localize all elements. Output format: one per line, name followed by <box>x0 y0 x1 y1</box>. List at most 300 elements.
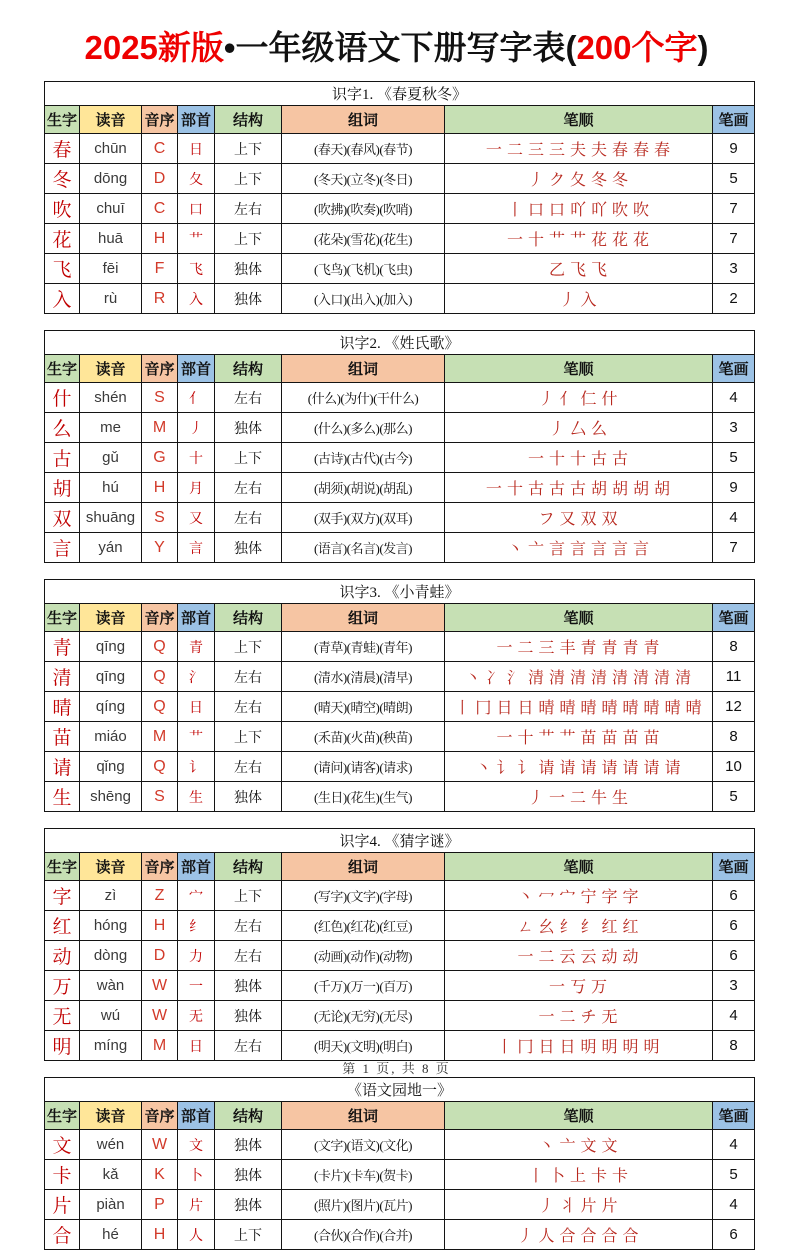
cell-stroke-order <box>445 254 713 284</box>
stroke-step: 清 <box>612 670 629 687</box>
cell-initial-letter: W <box>142 1001 178 1031</box>
table-row <box>45 1190 755 1220</box>
cell-word-groups: (清水)(清晨)(清早) <box>282 662 445 692</box>
cell-word-groups: (禾苗)(火苗)(秧苗) <box>282 722 445 752</box>
cell-word-groups: (无论)(无穷)(无尽) <box>282 1001 445 1031</box>
stroke-step: 冖 <box>538 889 555 906</box>
stroke-step: フ <box>538 511 555 528</box>
cell-pinyin: shuāng <box>80 503 142 533</box>
cell-stroke-order <box>445 1001 713 1031</box>
cell-pinyin: fēi <box>80 254 142 284</box>
stroke-step: 二 <box>506 142 523 159</box>
cell-radical: 日 <box>178 692 215 722</box>
cell-structure: 左右 <box>215 692 282 722</box>
stroke-step: 云 <box>559 949 576 966</box>
column-header-1: 生字 <box>45 355 80 383</box>
section-title: 识字2. 《姓氏歌》 <box>45 331 755 355</box>
stroke-step: 吖 <box>569 202 586 219</box>
column-header-6: 组词 <box>282 1102 445 1130</box>
stroke-step: ク <box>548 172 565 189</box>
cell-initial-letter: F <box>142 254 178 284</box>
cell-radical: 无 <box>178 1001 215 1031</box>
cell-word-groups: (明天)(文明)(明白) <box>282 1031 445 1061</box>
cell-word-groups: (冬天)(立冬)(冬日) <box>282 164 445 194</box>
cell-radical: 月 <box>178 473 215 503</box>
cell-pinyin: wú <box>80 1001 142 1031</box>
stroke-step: 春 <box>654 142 671 159</box>
table-row <box>45 164 755 194</box>
column-header-6: 组词 <box>282 355 445 383</box>
cell-pinyin: miáo <box>80 722 142 752</box>
cell-structure: 上下 <box>215 881 282 911</box>
page-title <box>0 0 793 69</box>
cell-radical: 讠 <box>178 752 215 782</box>
cell-structure: 左右 <box>215 194 282 224</box>
cell-radical: 一 <box>178 971 215 1001</box>
stroke-step: 仁 <box>580 391 597 408</box>
stroke-step: 亠 <box>559 1138 576 1155</box>
cell-stroke-order <box>445 1031 713 1061</box>
stroke-step: 丶 <box>475 760 492 777</box>
section-table <box>44 1077 755 1250</box>
cell-structure: 上下 <box>215 632 282 662</box>
stroke-step: 清 <box>675 670 692 687</box>
cell-pinyin: hú <box>80 473 142 503</box>
section-title: 识字4. 《猜字谜》 <box>45 829 755 853</box>
stroke-step: 又 <box>559 511 576 528</box>
column-header-6: 组词 <box>282 853 445 881</box>
stroke-step: 讠 <box>496 760 513 777</box>
stroke-step: 一 <box>517 949 534 966</box>
table-row <box>45 194 755 224</box>
title-segment-red-1: 2025新版 <box>84 29 224 66</box>
stroke-step: 亠 <box>527 541 544 558</box>
cell-word-groups: (晴天)(晴空)(晴朗) <box>282 692 445 722</box>
cell-word-groups: (合伙)(合作)(合并) <box>282 1220 445 1250</box>
cell-word-groups: (写字)(文字)(字母) <box>282 881 445 911</box>
column-header-5: 结构 <box>215 853 282 881</box>
table-row <box>45 911 755 941</box>
column-header-7: 笔顺 <box>445 604 713 632</box>
stroke-step: 丿 <box>548 421 565 438</box>
stroke-step: 文 <box>580 1138 597 1155</box>
cell-character: 入 <box>45 284 80 314</box>
cell-pinyin: wén <box>80 1130 142 1160</box>
stroke-step: 清 <box>591 670 608 687</box>
cell-structure: 左右 <box>215 941 282 971</box>
cell-structure: 上下 <box>215 224 282 254</box>
stroke-step: 丨 <box>454 700 471 717</box>
section-title: 识字3. 《小青蛙》 <box>45 580 755 604</box>
stroke-step: 晴 <box>538 700 555 717</box>
page-footer: 第 1 页, 共 8 页 <box>342 1061 451 1076</box>
table-row <box>45 413 755 443</box>
stroke-step: 纟 <box>559 919 576 936</box>
column-header-4: 部首 <box>178 355 215 383</box>
cell-stroke-order <box>445 881 713 911</box>
stroke-step: 明 <box>643 1039 660 1056</box>
cell-initial-letter: Y <box>142 533 178 563</box>
stroke-step: 青 <box>601 640 618 657</box>
stroke-step: 日 <box>538 1039 555 1056</box>
column-header-3: 音序 <box>142 853 178 881</box>
cell-word-groups: (红色)(红花)(红豆) <box>282 911 445 941</box>
cell-stroke-order <box>445 632 713 662</box>
stroke-step: 胡 <box>654 481 671 498</box>
cell-character: 胡 <box>45 473 80 503</box>
cell-radical: 丿 <box>178 413 215 443</box>
stroke-step: 晴 <box>685 700 702 717</box>
table-row <box>45 782 755 812</box>
stroke-step: 十 <box>506 481 523 498</box>
stroke-step: 明 <box>580 1039 597 1056</box>
column-header-7: 笔顺 <box>445 106 713 134</box>
table-row <box>45 1220 755 1250</box>
cell-stroke-count: 5 <box>713 164 755 194</box>
stroke-step: 万 <box>591 979 608 996</box>
cell-character: 无 <box>45 1001 80 1031</box>
stroke-step: 日 <box>517 700 534 717</box>
cell-character: 合 <box>45 1220 80 1250</box>
cell-character: 飞 <box>45 254 80 284</box>
cell-structure: 左右 <box>215 1031 282 1061</box>
cell-pinyin: zì <box>80 881 142 911</box>
cell-initial-letter: M <box>142 722 178 752</box>
cell-stroke-order <box>445 224 713 254</box>
cell-structure: 独体 <box>215 782 282 812</box>
stroke-step: 字 <box>622 889 639 906</box>
stroke-step: 请 <box>559 760 576 777</box>
cell-character: 苗 <box>45 722 80 752</box>
stroke-step: 青 <box>622 640 639 657</box>
stroke-step: 春 <box>612 142 629 159</box>
title-segment-black-1: •一年级语文下册写字表( <box>223 29 577 66</box>
table-row <box>45 722 755 752</box>
stroke-step: 宁 <box>580 889 597 906</box>
cell-stroke-order <box>445 383 713 413</box>
table-row <box>45 692 755 722</box>
cell-structure: 左右 <box>215 662 282 692</box>
stroke-step: 丶 <box>506 541 523 558</box>
stroke-step: 合 <box>559 1228 576 1245</box>
cell-initial-letter: P <box>142 1190 178 1220</box>
stroke-step: 晴 <box>664 700 681 717</box>
header-row <box>45 604 755 632</box>
stroke-step: 言 <box>548 541 565 558</box>
stroke-step: 夫 <box>569 142 586 159</box>
column-header-8: 笔画 <box>713 853 755 881</box>
cell-word-groups: (入口)(出入)(加入) <box>282 284 445 314</box>
column-header-3: 音序 <box>142 1102 178 1130</box>
stroke-step: 明 <box>622 1039 639 1056</box>
cell-structure: 上下 <box>215 1220 282 1250</box>
cell-pinyin: chuī <box>80 194 142 224</box>
cell-stroke-order <box>445 164 713 194</box>
cell-character: 言 <box>45 533 80 563</box>
cell-structure: 独体 <box>215 413 282 443</box>
cell-radical: 艹 <box>178 722 215 752</box>
cell-radical: 日 <box>178 134 215 164</box>
cell-character: 清 <box>45 662 80 692</box>
stroke-step: 口 <box>548 202 565 219</box>
cell-structure: 独体 <box>215 1001 282 1031</box>
column-header-5: 结构 <box>215 604 282 632</box>
cell-stroke-order <box>445 1220 713 1250</box>
stroke-step: 苗 <box>580 730 597 747</box>
stroke-step: 丿 <box>538 391 555 408</box>
cell-word-groups: (卡片)(卡车)(贺卡) <box>282 1160 445 1190</box>
stroke-step: 丨 <box>506 202 523 219</box>
cell-radical: 言 <box>178 533 215 563</box>
cell-stroke-count: 7 <box>713 533 755 563</box>
table-row <box>45 941 755 971</box>
stroke-step: 一 <box>496 730 513 747</box>
cell-stroke-order <box>445 1130 713 1160</box>
stroke-step: 日 <box>496 700 513 717</box>
stroke-step: 口 <box>527 202 544 219</box>
stroke-step: 夂 <box>569 172 586 189</box>
stroke-step: 丶 <box>517 889 534 906</box>
stroke-step: 丿 <box>538 1198 555 1215</box>
stroke-step: 古 <box>591 451 608 468</box>
stroke-step: 一 <box>496 640 513 657</box>
cell-word-groups: (双手)(双方)(双耳) <box>282 503 445 533</box>
cell-stroke-count: 12 <box>713 692 755 722</box>
table-row <box>45 632 755 662</box>
cell-pinyin: qǐng <box>80 752 142 782</box>
stroke-step: 飞 <box>591 262 608 279</box>
cell-stroke-order <box>445 443 713 473</box>
cell-structure: 独体 <box>215 971 282 1001</box>
cell-stroke-order <box>445 782 713 812</box>
column-header-5: 结构 <box>215 355 282 383</box>
table-row <box>45 1130 755 1160</box>
section-table <box>44 330 755 563</box>
stroke-step: 双 <box>601 511 618 528</box>
stroke-step: 请 <box>580 760 597 777</box>
stroke-step: 三 <box>527 142 544 159</box>
cell-structure: 左右 <box>215 383 282 413</box>
column-header-7: 笔顺 <box>445 355 713 383</box>
cell-word-groups: (什么)(为什)(干什么) <box>282 383 445 413</box>
stroke-step: 无 <box>601 1009 618 1026</box>
cell-structure: 上下 <box>215 722 282 752</box>
cell-radical: 片 <box>178 1190 215 1220</box>
cell-radical: 力 <box>178 941 215 971</box>
cell-stroke-count: 9 <box>713 473 755 503</box>
cell-radical: 又 <box>178 503 215 533</box>
stroke-step: 字 <box>601 889 618 906</box>
column-header-6: 组词 <box>282 106 445 134</box>
cell-pinyin: yán <box>80 533 142 563</box>
stroke-step: 冂 <box>517 1039 534 1056</box>
column-header-3: 音序 <box>142 604 178 632</box>
cell-word-groups: (吹拂)(吹奏)(吹哨) <box>282 194 445 224</box>
stroke-step: 合 <box>601 1228 618 1245</box>
cell-character: 双 <box>45 503 80 533</box>
cell-initial-letter: M <box>142 413 178 443</box>
cell-radical: 十 <box>178 443 215 473</box>
stroke-step: 讠 <box>517 760 534 777</box>
stroke-step: 艹 <box>548 232 565 249</box>
stroke-step: 一 <box>548 979 565 996</box>
cell-word-groups: (文字)(语文)(文化) <box>282 1130 445 1160</box>
stroke-step: 卡 <box>591 1168 608 1185</box>
cell-pinyin: kǎ <box>80 1160 142 1190</box>
cell-stroke-count: 7 <box>713 224 755 254</box>
stroke-step: 一 <box>527 451 544 468</box>
stroke-step: 苗 <box>622 730 639 747</box>
title-segment-black-2: ) <box>697 29 709 66</box>
cell-character: 吹 <box>45 194 80 224</box>
cell-radical: 卜 <box>178 1160 215 1190</box>
stroke-step: 卜 <box>548 1168 565 1185</box>
cell-structure: 上下 <box>215 443 282 473</box>
column-header-2: 读音 <box>80 604 142 632</box>
cell-stroke-order <box>445 503 713 533</box>
cell-pinyin: me <box>80 413 142 443</box>
table-row <box>45 473 755 503</box>
stroke-step: チ <box>580 1009 597 1026</box>
stroke-step: 二 <box>517 640 534 657</box>
cell-stroke-count: 4 <box>713 1190 755 1220</box>
stroke-step: 请 <box>643 760 660 777</box>
cell-pinyin: gǔ <box>80 443 142 473</box>
cell-structure: 左右 <box>215 503 282 533</box>
cell-pinyin: rù <box>80 284 142 314</box>
stroke-step: 一 <box>485 142 502 159</box>
cell-stroke-count: 5 <box>713 1160 755 1190</box>
cell-initial-letter: S <box>142 383 178 413</box>
table-row <box>45 1031 755 1061</box>
cell-stroke-count: 9 <box>713 134 755 164</box>
cell-pinyin: qīng <box>80 662 142 692</box>
column-header-2: 读音 <box>80 1102 142 1130</box>
column-header-7: 笔顺 <box>445 1102 713 1130</box>
cell-stroke-count: 8 <box>713 1031 755 1061</box>
stroke-step: 言 <box>633 541 650 558</box>
stroke-step: 请 <box>538 760 555 777</box>
cell-pinyin: shén <box>80 383 142 413</box>
cell-stroke-count: 4 <box>713 1001 755 1031</box>
table-row <box>45 752 755 782</box>
column-header-4: 部首 <box>178 1102 215 1130</box>
stroke-step: 丨 <box>527 1168 544 1185</box>
stroke-step: 红 <box>601 919 618 936</box>
cell-stroke-order <box>445 194 713 224</box>
column-header-1: 生字 <box>45 1102 80 1130</box>
stroke-step: 丿 <box>527 790 544 807</box>
cell-radical: 文 <box>178 1130 215 1160</box>
cell-word-groups: (动画)(动作)(动物) <box>282 941 445 971</box>
cell-radical: 亻 <box>178 383 215 413</box>
stroke-step: 丨 <box>496 1039 513 1056</box>
cell-initial-letter: D <box>142 164 178 194</box>
stroke-step: 一 <box>548 790 565 807</box>
cell-word-groups: (照片)(图片)(瓦片) <box>282 1190 445 1220</box>
stroke-step: 春 <box>633 142 650 159</box>
stroke-step: 一 <box>506 232 523 249</box>
stroke-step: 丶 <box>538 1138 555 1155</box>
cell-stroke-count: 6 <box>713 941 755 971</box>
stroke-step: 吹 <box>633 202 650 219</box>
stroke-step: 乙 <box>548 262 565 279</box>
cell-word-groups: (飞鸟)(飞机)(飞虫) <box>282 254 445 284</box>
stroke-step: 动 <box>601 949 618 966</box>
stroke-step: 十 <box>548 451 565 468</box>
cell-character: 青 <box>45 632 80 662</box>
cell-radical: 青 <box>178 632 215 662</box>
cell-character: 动 <box>45 941 80 971</box>
cell-stroke-order <box>445 533 713 563</box>
cell-pinyin: huā <box>80 224 142 254</box>
cell-structure: 独体 <box>215 254 282 284</box>
stroke-step: 夫 <box>591 142 608 159</box>
stroke-step: 二 <box>569 790 586 807</box>
stroke-step: 幺 <box>538 919 555 936</box>
header-row <box>45 1102 755 1130</box>
cell-initial-letter: Q <box>142 632 178 662</box>
stroke-step: 一 <box>485 481 502 498</box>
stroke-step: 丬 <box>559 1198 576 1215</box>
cell-word-groups: (请问)(请客)(请求) <box>282 752 445 782</box>
cell-character: 么 <box>45 413 80 443</box>
section-table <box>44 579 755 812</box>
stroke-step: 双 <box>580 511 597 528</box>
cell-structure: 独体 <box>215 1190 282 1220</box>
stroke-step: 青 <box>580 640 597 657</box>
header-row <box>45 853 755 881</box>
cell-stroke-count: 3 <box>713 413 755 443</box>
stroke-step: 古 <box>569 481 586 498</box>
column-header-2: 读音 <box>80 355 142 383</box>
table-row <box>45 662 755 692</box>
cell-radical: 纟 <box>178 911 215 941</box>
cell-stroke-order <box>445 911 713 941</box>
stroke-step: 冬 <box>591 172 608 189</box>
stroke-step: 红 <box>622 919 639 936</box>
stroke-step: 苗 <box>643 730 660 747</box>
stroke-step: 十 <box>569 451 586 468</box>
cell-pinyin: piàn <box>80 1190 142 1220</box>
cell-stroke-count: 6 <box>713 911 755 941</box>
stroke-step: 丶 <box>464 670 481 687</box>
cell-radical: 宀 <box>178 881 215 911</box>
column-header-1: 生字 <box>45 853 80 881</box>
cell-word-groups: (语言)(名言)(发言) <box>282 533 445 563</box>
column-header-3: 音序 <box>142 355 178 383</box>
column-header-8: 笔画 <box>713 1102 755 1130</box>
cell-initial-letter: Q <box>142 692 178 722</box>
stroke-step: 日 <box>559 1039 576 1056</box>
cell-pinyin: qīng <box>80 632 142 662</box>
stroke-step: 晴 <box>601 700 618 717</box>
cell-structure: 独体 <box>215 1160 282 1190</box>
stroke-step: 纟 <box>580 919 597 936</box>
cell-stroke-count: 11 <box>713 662 755 692</box>
cell-initial-letter: Z <box>142 881 178 911</box>
cell-initial-letter: M <box>142 1031 178 1061</box>
cell-stroke-order <box>445 1190 713 1220</box>
cell-initial-letter: S <box>142 782 178 812</box>
cell-initial-letter: C <box>142 194 178 224</box>
stroke-step: 生 <box>612 790 629 807</box>
table-row <box>45 254 755 284</box>
cell-stroke-count: 5 <box>713 782 755 812</box>
stroke-step: 苗 <box>601 730 618 747</box>
stroke-step: 花 <box>633 232 650 249</box>
cell-character: 字 <box>45 881 80 911</box>
